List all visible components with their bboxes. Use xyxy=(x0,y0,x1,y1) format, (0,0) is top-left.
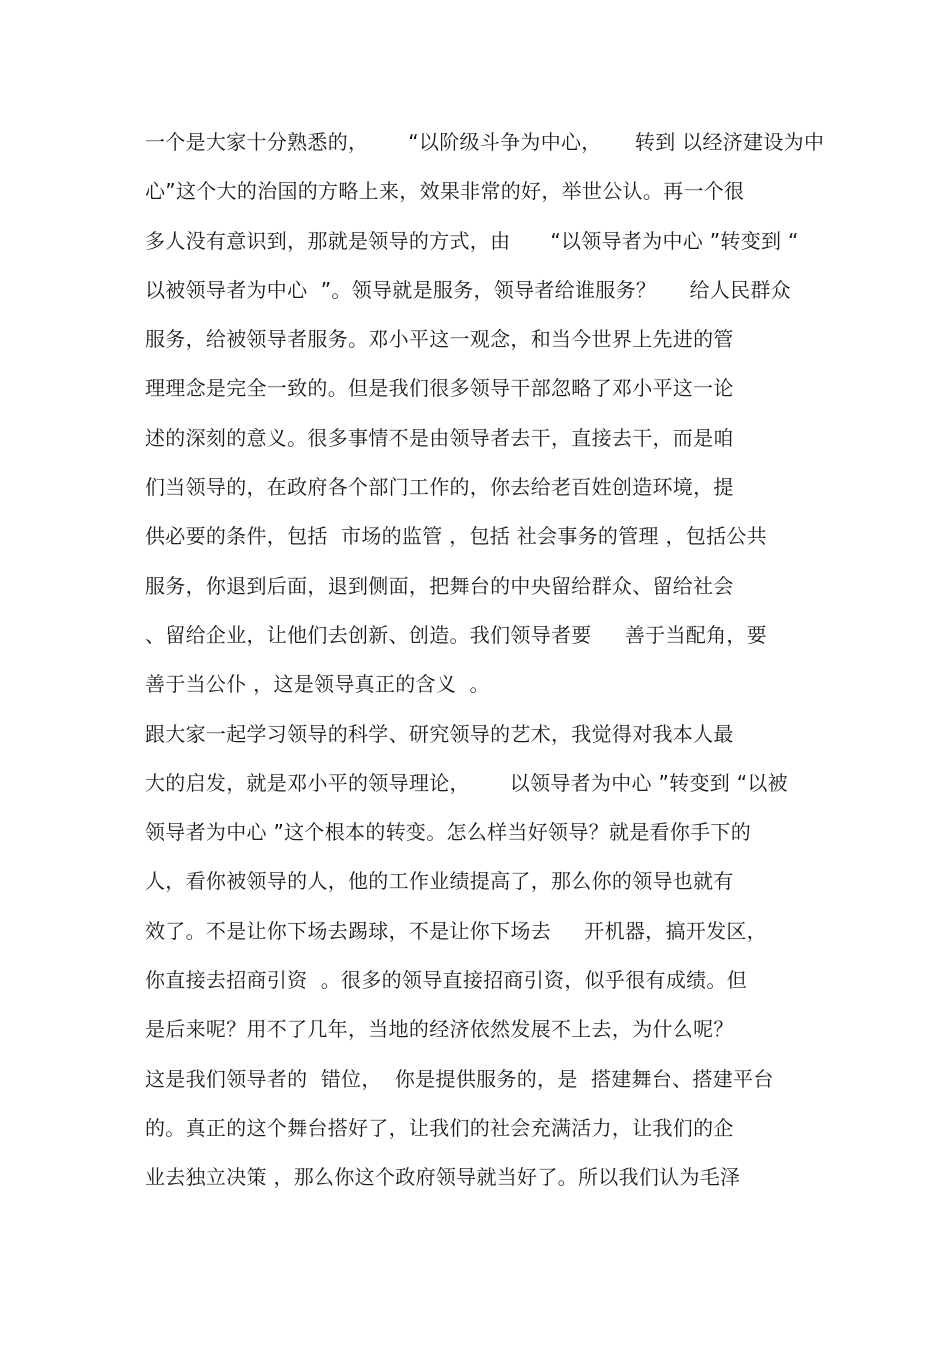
text-line: 这是我们领导者的 错位， 你是提供服务的，是 搭建舞台、搭建平台 xyxy=(145,1066,774,1091)
text-line: 服务，给被领导者服务。邓小平这一观念，和当今世界上先进的管 xyxy=(145,327,734,352)
text-line: 心”这个大的治国的方略上来，效果非常的好，举世公认。再一个很 xyxy=(145,179,745,204)
text-line: 多人没有意识到，那就是领导的方式，由 “以领导者为中心 ”转变到 “ xyxy=(145,228,799,253)
text-line: 以被领导者为中心 ”。领导就是服务，领导者给谁服务？ 给人民群众 xyxy=(145,277,791,302)
document-body xyxy=(145,122,835,1207)
text-line: 跟大家一起学习领导的科学、研究领导的艺术，我觉得对我本人最 xyxy=(145,721,734,746)
text-line: 你直接去招商引资 。很多的领导直接招商引资，似乎很有成绩。但 xyxy=(145,968,748,993)
text-line: 是后来呢？用不了几年，当地的经济依然发展不上去，为什么呢？ xyxy=(145,1017,734,1042)
text-line: 理理念是完全一致的。但是我们很多领导干部忽略了邓小平这一论 xyxy=(145,376,734,401)
text-line: 一个是大家十分熟悉的， “以阶级斗争为中心， 转到 以经济建设为中 xyxy=(145,130,825,154)
text-line: 供必要的条件，包括 市场的监管 ，包括 社会事务的管理 ，包括公共 xyxy=(145,524,767,549)
text-line: 人，看你被领导的人，他的工作业绩提高了，那么你的领导也就有 xyxy=(145,869,734,894)
text-line: 效了。不是让你下场去踢球，不是让你下场去 开机器，搞开发区， xyxy=(145,918,767,943)
text-line: 述的深刻的意义。很多事情不是由领导者去干，直接去干，而是咱 xyxy=(145,425,734,450)
text-line: 领导者为中心 ”这个根本的转变。怎么样当好领导？就是看你手下的 xyxy=(145,820,752,845)
text-line: 业去独立决策 ，那么你这个政府领导就当好了。所以我们认为毛泽 xyxy=(145,1165,741,1190)
text-line: 大的启发，就是邓小平的领导理论， 以领导者为中心 ”转变到 “以被 xyxy=(145,770,788,795)
text-line: 的。真正的这个舞台搭好了，让我们的社会充满活力，让我们的企 xyxy=(145,1115,734,1140)
text-line: 们当领导的，在政府各个部门工作的，你去给老百姓创造环境，提 xyxy=(145,475,734,500)
text-line: 服务，你退到后面，退到侧面，把舞台的中央留给群众、留给社会 xyxy=(145,573,734,598)
text-line: 善于当公仆 ，这是领导真正的含义 。 xyxy=(145,672,490,697)
text-line: 、留给企业，让他们去创新、创造。我们领导者要 善于当配角，要 xyxy=(145,622,767,647)
